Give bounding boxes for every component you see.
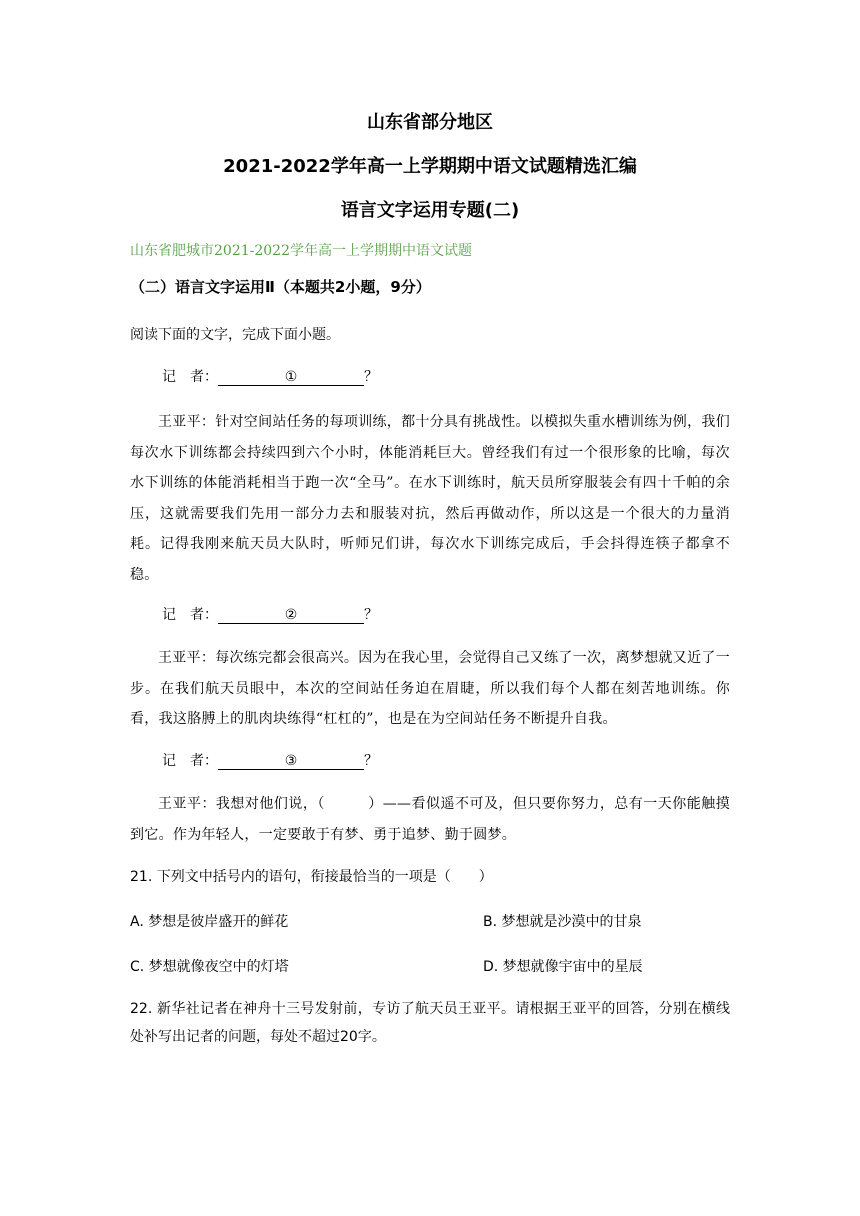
question-21-stem: 21. 下列文中括号内的语句，衔接最恰当的一项是（ ） xyxy=(130,869,493,885)
section-heading: （二）语言文字运用Ⅱ（本题共2小题，9分） xyxy=(130,278,431,296)
reporter-question-2 xyxy=(162,604,378,624)
wang-yaping-answer-2: 王亚平：每次练完都会很高兴。因为在我心里，会觉得自己又练了一次，离梦想就又近了一步。在我们航天员眼中，本次的空间站任务迫在眉睫，所以我们每个人都在刻苦地训练。你看，我这胳膊上的肌肉块练得“杠杠的”，也是在为空间站任务不断提升自我。 xyxy=(130,650,730,727)
reporter-label: 记 者： xyxy=(162,753,218,769)
reading-instruction: 阅读下面的文字，完成下面小题。 xyxy=(130,327,340,343)
option-c: C. 梦想就像夜空中的灯塔 xyxy=(130,959,289,975)
question-mark: ？ xyxy=(364,753,378,769)
option-a: A. 梦想是彼岸盛开的鲜花 xyxy=(130,914,289,930)
wang-yaping-answer-3: 王亚平：我想对他们说，（ ）——看似遥不可及，但只要你努力，总有一天你能触摸到它。作为年轻人，一定要敢于有梦、勇于追梦、勤于圆梦。 xyxy=(130,796,730,843)
option-b: B. 梦想就是沙漠中的甘泉 xyxy=(483,914,642,930)
document-title-line3: 语言文字运用专题(二) xyxy=(340,200,520,221)
answer-blank-1: ① xyxy=(218,369,364,386)
answer-blank-3: ③ xyxy=(218,753,364,770)
answer-blank-2: ② xyxy=(218,607,364,624)
reporter-question-1 xyxy=(162,366,378,386)
question-mark: ？ xyxy=(364,607,378,623)
question-mark: ？ xyxy=(364,369,378,385)
reporter-label: 记 者： xyxy=(162,607,218,623)
document-title-line2: 2021-2022学年高一上学期期中语文试题精选汇编 xyxy=(223,156,637,177)
question-22-stem: 22. 新华社记者在神舟十三号发射前，专访了航天员王亚平。请根据王亚平的回答，分别在横线处补写出记者的问题，每处不超过20字。 xyxy=(130,1001,730,1045)
option-d: D. 梦想就像宇宙中的星辰 xyxy=(483,959,643,975)
reporter-label: 记 者： xyxy=(162,369,218,385)
reporter-question-3 xyxy=(162,750,378,770)
document-title-line1: 山东省部分地区 xyxy=(367,112,493,133)
wang-yaping-answer-1: 王亚平：针对空间站任务的每项训练，都十分具有挑战性。以模拟失重水槽训练为例，我们每次水下训练都会持续四到六个小时，体能消耗巨大。曾经我们有过一个很形象的比喻，每次水下训练的体能消耗相当于跑一次“全马”。在水下训练时，航天员所穿服装会有四十千帕的余压，这就需要我们先用一部分力去和服装对抗，然后再做动作，所以这是一个很大的力量消耗。记得我刚来航天员大队时，听师兄们讲，每次水下训练完成后，手会抖得连筷子都拿不稳。 xyxy=(130,414,730,583)
source-label: 山东省肥城市2021-2022学年高一上学期期中语文试题 xyxy=(130,243,472,259)
